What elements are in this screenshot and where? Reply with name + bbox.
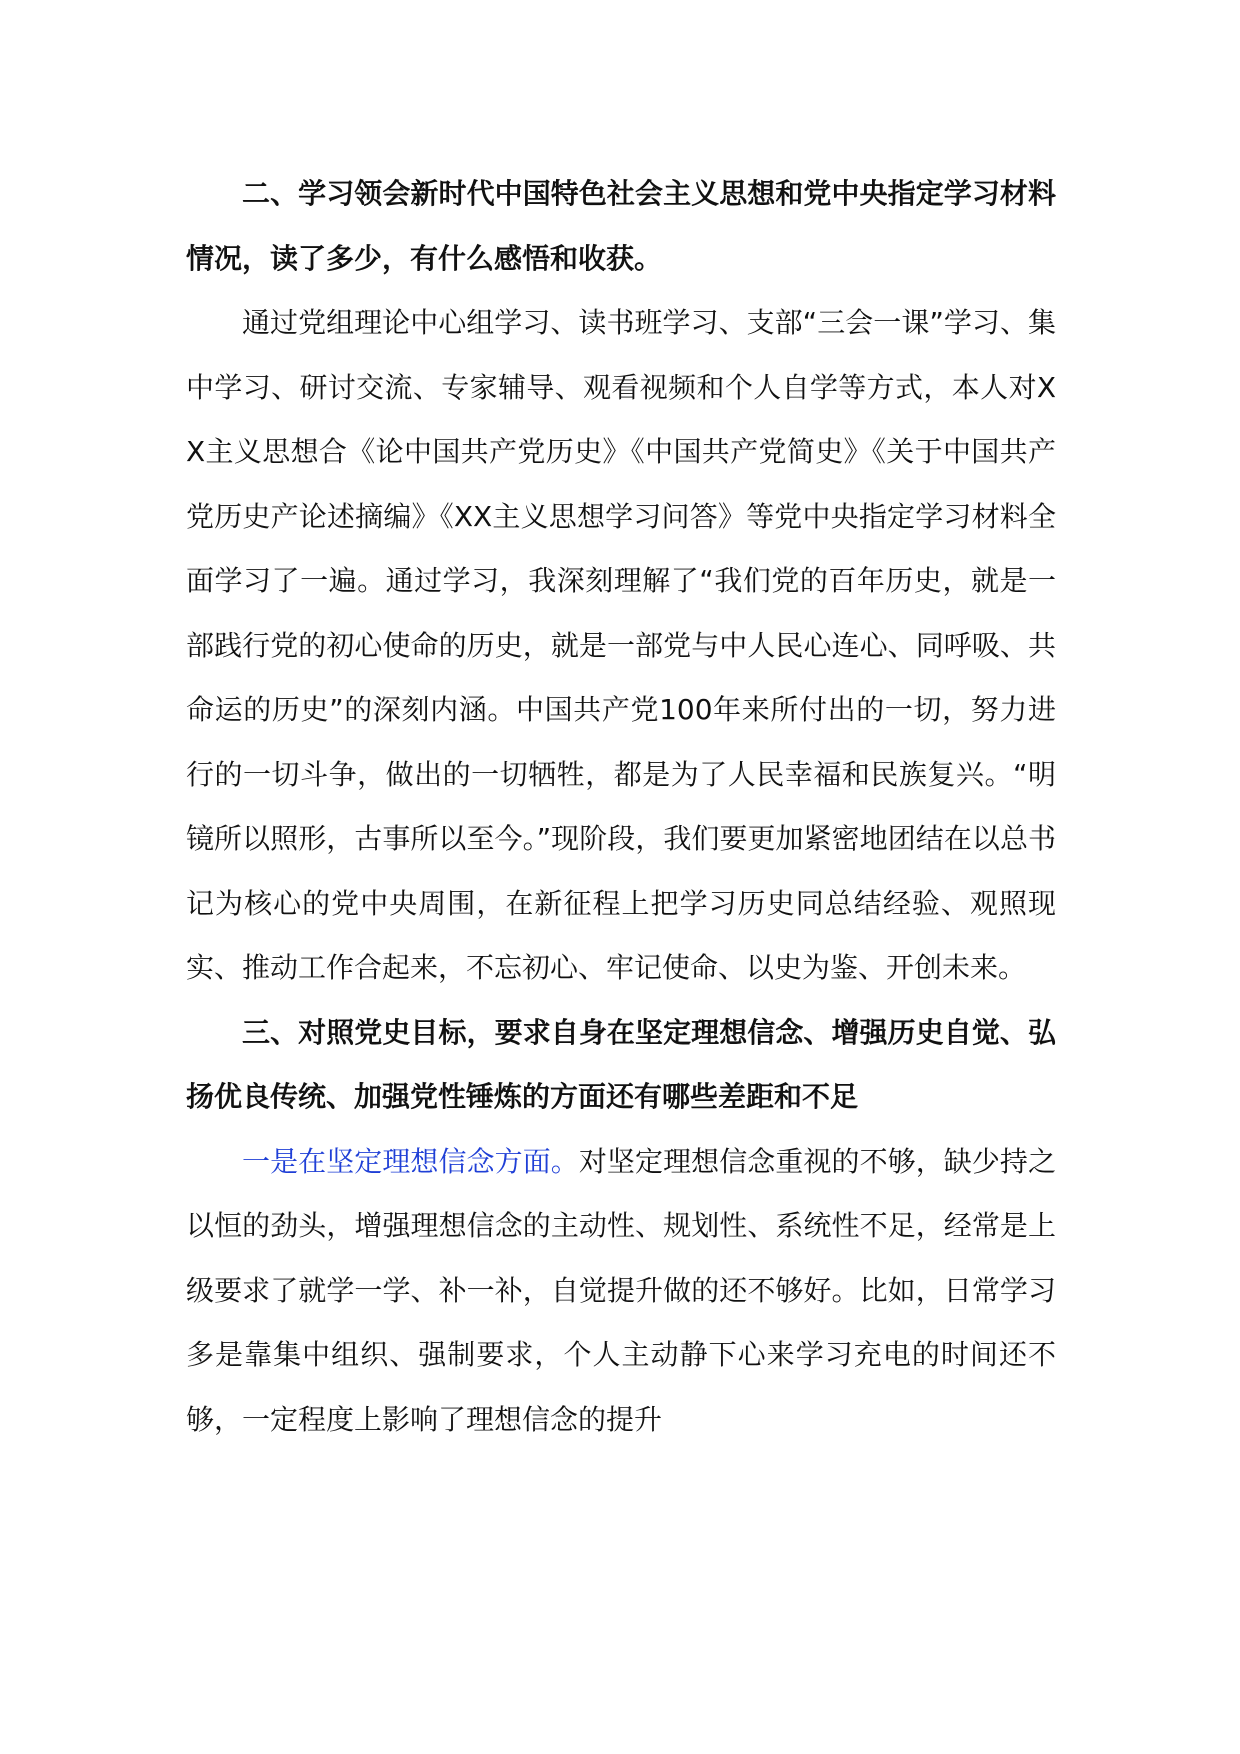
section-2-body: 通过党组理论中心组学习、读书班学习、支部“三会一课”学习、集中学习、研讨交流、专家辅导、观看视频和个人自学等方式，本人对XX主义思想合《论中国共产党历史》《中国共产党简史》《关于中国共产党历史产论述摘编》《XX主义思想学习问答》等党中央指定学习材料全面学习了一遍。通过学习，我深刻理解了“我们党的百年历史，就是一部践行党的初心使命的历史，就是一部党与中人民心连心、同呼吸、共命运的历史”的深刻内涵。中国共产党100年来所付出的一切，努力进行的一切斗争，做出的一切牺牲，都是为了人民幸福和民族复兴。“明镜所以照形，古事所以至今。”现阶段，我们要更加紧密地团结在以总书记为核心的党中央周围，在新征程上把学习历史同总结经验、观照现实、推动工作合起来，不忘初心、牢记使命、以史为鉴、开创未来。 xyxy=(186,306,1056,984)
section-3-point-1 xyxy=(186,1130,1056,1453)
section-3-heading: 三、对照党史目标，要求自身在坚定理想信念、增强历史自觉、弘扬优良传统、加强党性锤炼的方面还有哪些差距和不足 xyxy=(186,1015,1056,1113)
point-1-body: 对坚定理想信念重视的不够，缺少持之以恒的劲头，增强理想信念的主动性、规划性、系统性不足，经常是上级要求了就学一学、补一补，自觉提升做的还不够好。比如，日常学习多是靠集中组织、强制要求，个人主动静下心来学习充电的时间还不够，一定程度上影响了理想信念的提升 xyxy=(186,1144,1056,1436)
point-1-lead: 一是在坚定理想信念方面。 xyxy=(242,1144,579,1178)
document-body xyxy=(186,162,1056,1452)
section-2-heading: 二、学习领会新时代中国特色社会主义思想和党中央指定学习材料情况，读了多少，有什么感悟和收获。 xyxy=(186,177,1056,275)
